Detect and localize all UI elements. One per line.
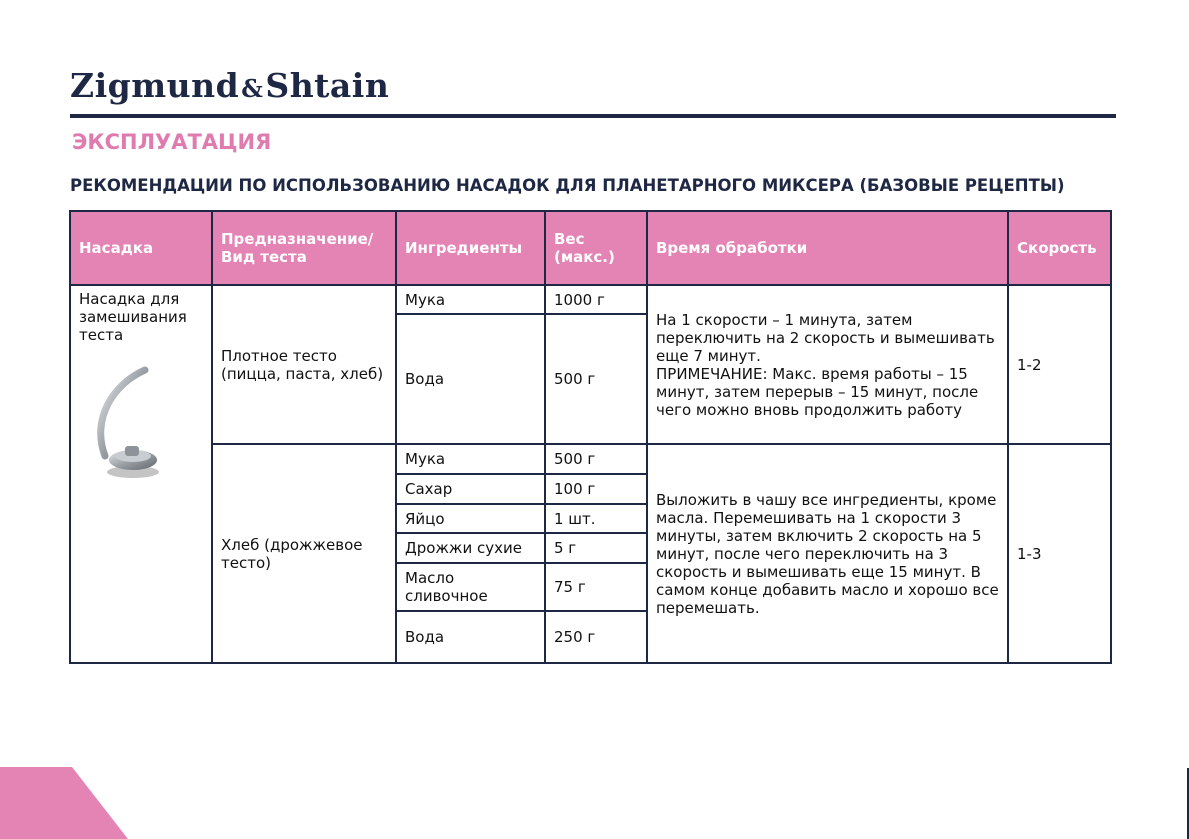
brand-ampersand: & (241, 74, 264, 103)
ingredient-cell: Мука (396, 285, 545, 314)
table-row (70, 444, 1111, 474)
weight-cell: 1000 г (545, 285, 647, 314)
weight-cell: 250 г (545, 611, 647, 663)
ingredient-cell: Дрожжи сухие (396, 533, 545, 563)
ingredient-cell: Мука (396, 444, 545, 474)
ingredient-cell: Сахар (396, 474, 545, 504)
weight-cell: 1 шт. (545, 504, 647, 533)
speed-cell-2: 1-3 (1008, 444, 1111, 663)
brand-name-left: Zigmund (70, 66, 240, 105)
table-header-row (70, 211, 1111, 285)
time-cell-2: Выложить в чашу все ингредиенты, кроме масла. Перемешивать на 1 скорости 3 минуты, затем включить 2 скорость на 5 минут, после чего переключить на 3 скорость и вымешивать еще 15 минут. В самом конце добавить масло и хорошо все перемешать. (647, 444, 1008, 663)
header-speed: Скорость (1008, 211, 1111, 285)
page-subtitle: РЕКОМЕНДАЦИИ ПО ИСПОЛЬЗОВАНИЮ НАСАДОК ДЛЯ ПЛАНЕТАРНОГО МИКСЕРА (БАЗОВЫЕ РЕЦЕПТЫ) (70, 176, 1065, 195)
weight-cell: 100 г (545, 474, 647, 504)
header-attachment: Насадка (70, 211, 212, 285)
weight-cell: 500 г (545, 444, 647, 474)
header-ingredients: Ингредиенты (396, 211, 545, 285)
weight-cell: 75 г (545, 563, 647, 611)
header-time: Время обработки (647, 211, 1008, 285)
purpose-cell-1: Плотное тесто (пицца, паста, хлеб) (212, 285, 396, 444)
ingredient-cell: Вода (396, 611, 545, 663)
corner-decoration (0, 767, 128, 839)
weight-cell: 500 г (545, 314, 647, 444)
table-row (70, 285, 1111, 314)
time-text-1a: На 1 скорости – 1 минута, затем переключить на 2 скорость и вымешивать еще 7 минут. (656, 310, 995, 365)
brand-logo (70, 66, 389, 105)
purpose-cell-2: Хлеб (дрожжевое тесто) (212, 444, 396, 663)
time-text-1b: ПРИМЕЧАНИЕ: Макс. время работы – 15 минут, затем перерыв – 15 минут, после чего можно вновь продолжить работу (656, 364, 979, 419)
brand-name-right: Shtain (265, 66, 390, 105)
recipes-table (69, 210, 1112, 664)
ingredient-cell: Яйцо (396, 504, 545, 533)
weight-cell: 5 г (545, 533, 647, 563)
header-divider (70, 114, 1116, 118)
time-cell-1 (647, 285, 1008, 444)
ingredient-cell: Вода (396, 314, 545, 444)
ingredient-cell: Масло сливочное (396, 563, 545, 611)
dough-hook-icon (83, 364, 167, 482)
speed-cell-1: 1-2 (1008, 285, 1111, 444)
header-weight: Вес (макс.) (545, 211, 647, 285)
section-title: ЭКСПЛУАТАЦИЯ (72, 130, 272, 154)
attachment-name: Насадка для замешивания теста (79, 290, 187, 344)
header-purpose: Предназначение/ Вид теста (212, 211, 396, 285)
attachment-cell (70, 285, 212, 663)
